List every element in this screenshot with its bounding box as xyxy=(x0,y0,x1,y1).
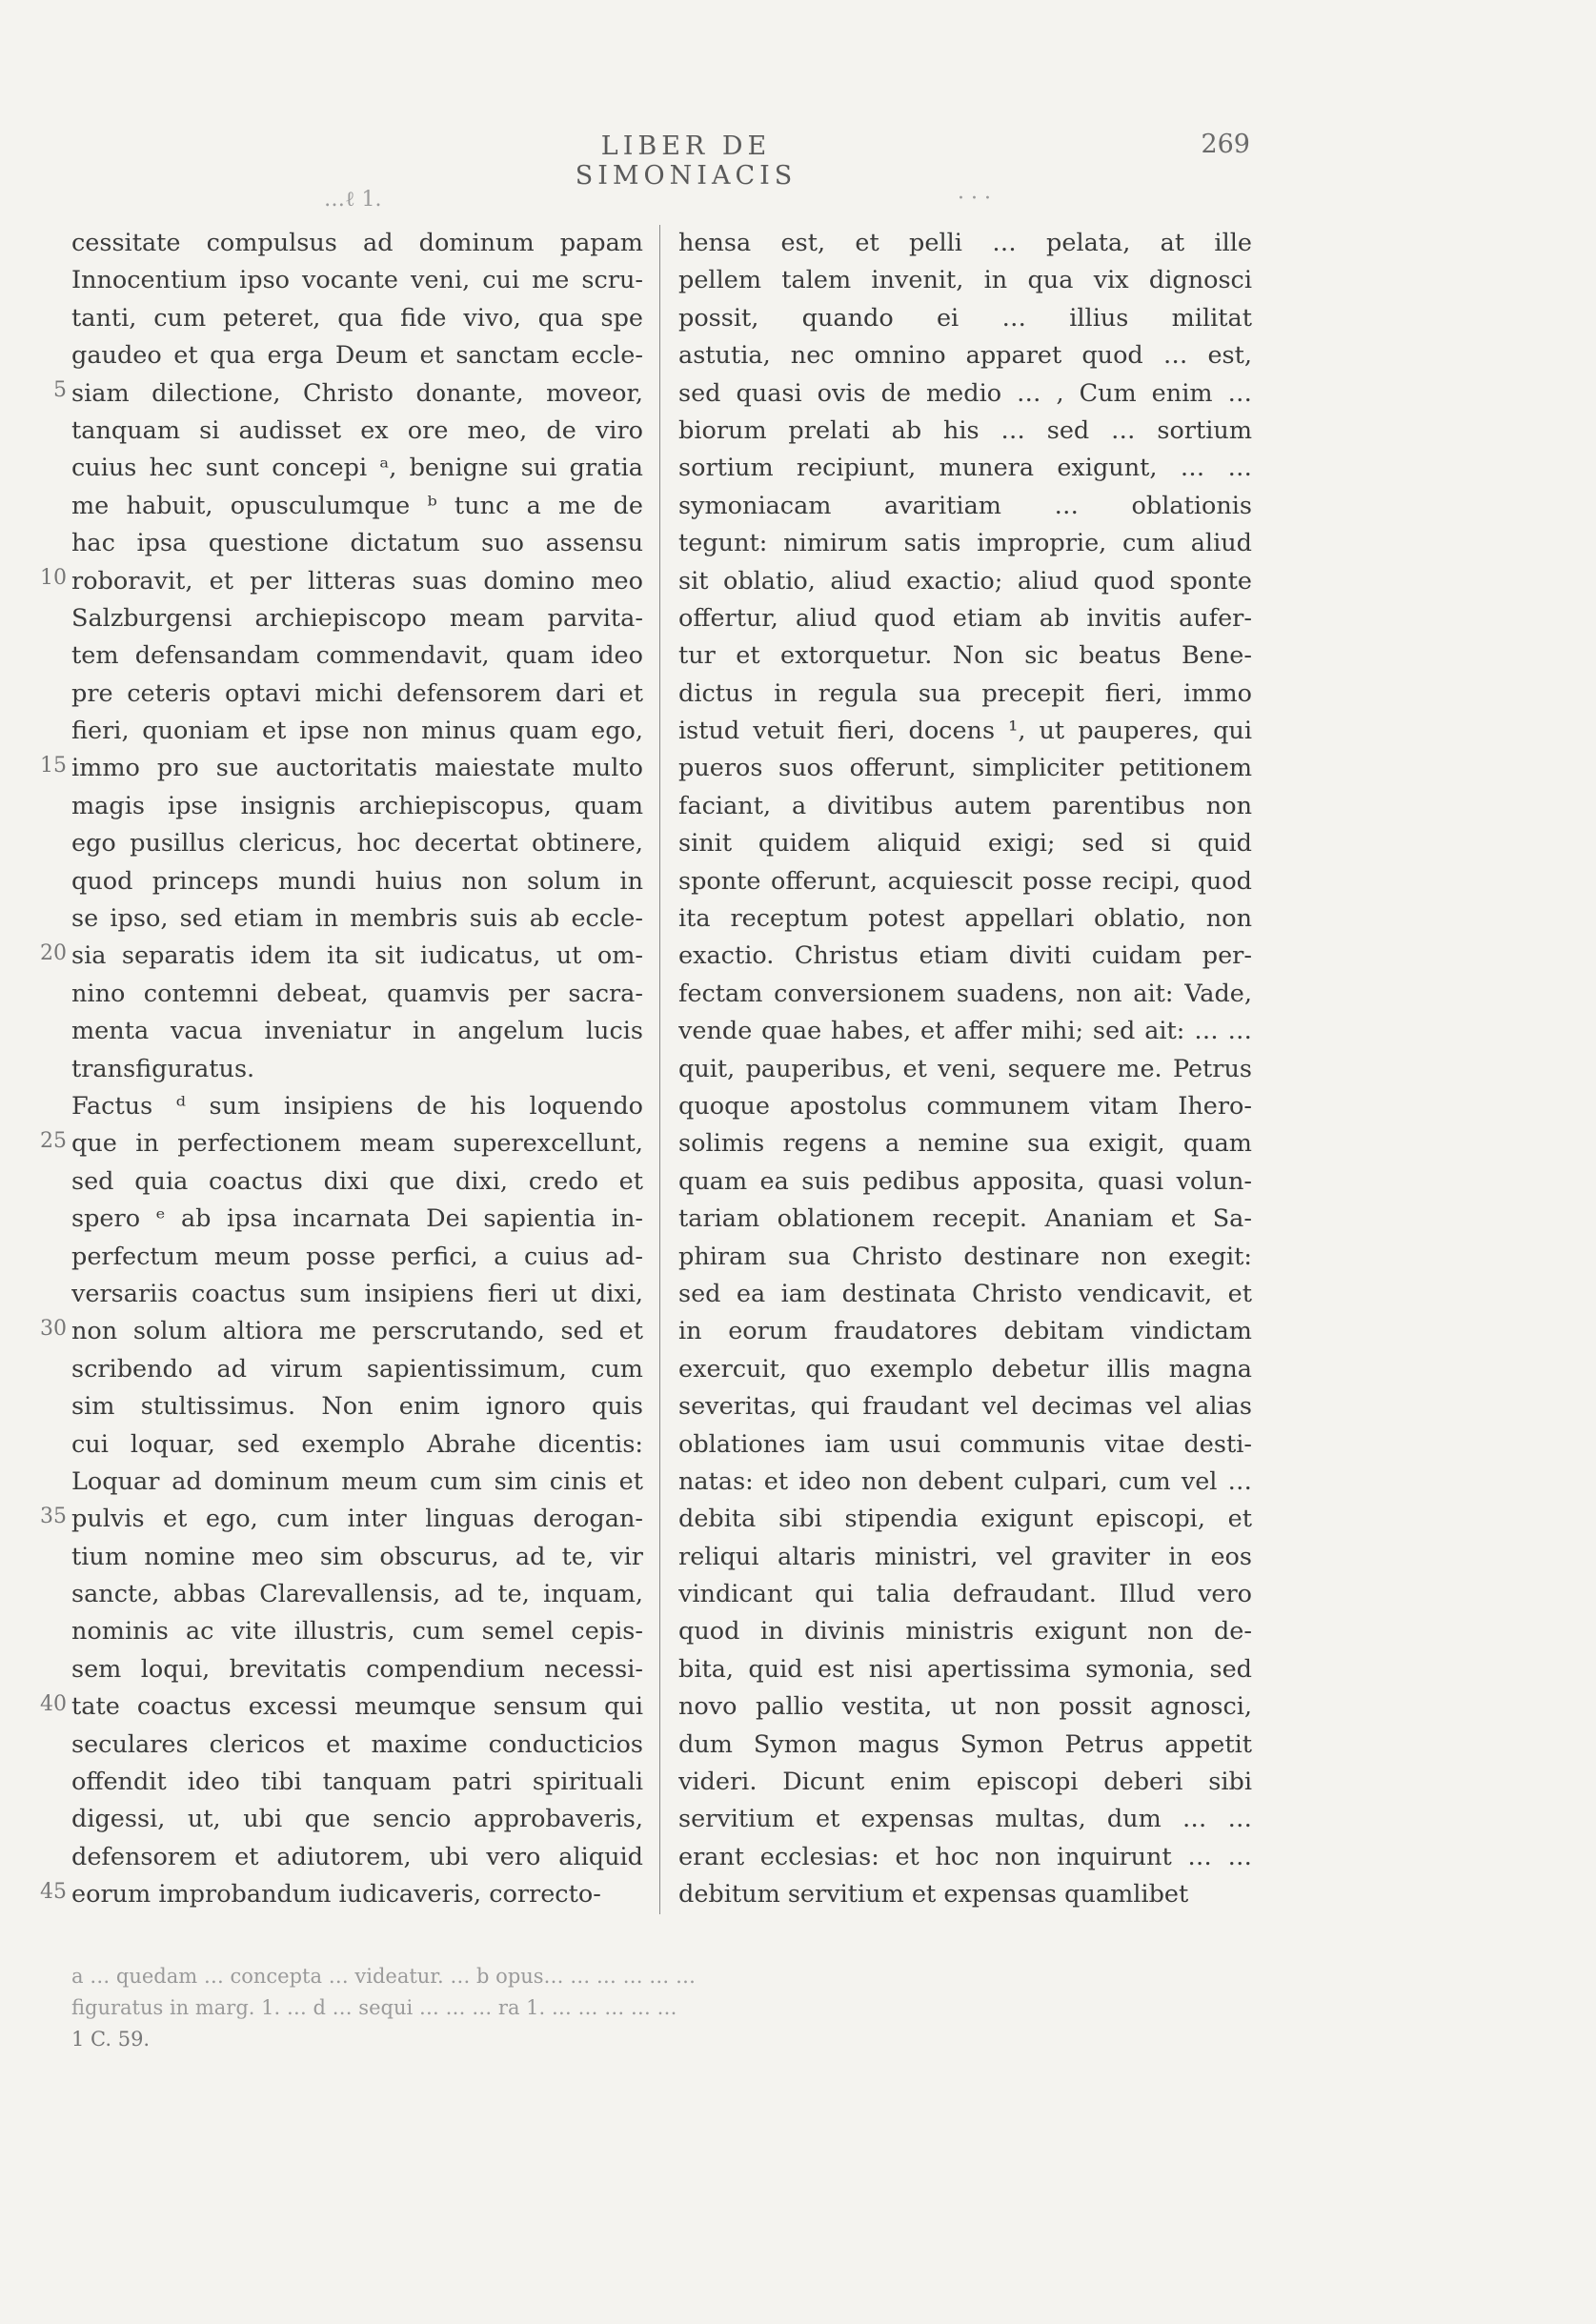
text-line: debitum servitium et expensas quamlibet xyxy=(678,1880,1189,1910)
left-column-head: …ℓ 1. xyxy=(324,188,382,212)
text-line: Innocentium ipso vocante veni, cui me scru- xyxy=(71,266,643,295)
line-number: 30 xyxy=(40,1316,67,1341)
text-line: tur et extorquetur. Non sic beatus Bene- xyxy=(678,641,1252,671)
text-line: ego pusillus clericus, hoc decertat obtinere, xyxy=(71,829,643,859)
text-line: sinit quidem aliquid exigi; sed si quid xyxy=(678,829,1252,859)
text-line: pueros suos offerunt, simpliciter petitionem xyxy=(678,754,1252,783)
text-line: Factus ᵈ sum insipiens de his loquendo xyxy=(71,1091,643,1121)
text-line: vindicant qui talia defraudant. Illud vero xyxy=(678,1580,1252,1609)
text-line: tem defensandam commendavit, quam ideo xyxy=(71,641,643,671)
text-line: sem loqui, brevitatis compendium necessi- xyxy=(71,1654,643,1684)
text-line: sortium recipiunt, munera exigunt, … … xyxy=(678,454,1252,483)
text-line: quod princeps mundi huius non solum in xyxy=(71,866,643,896)
text-line: que in perfectionem meam superexcellunt, xyxy=(71,1129,643,1159)
text-line: cui loquar, sed exemplo Abrahe dicentis: xyxy=(71,1429,643,1459)
text-line: videri. Dicunt enim episcopi deberi sibi xyxy=(678,1768,1252,1797)
text-line: debita sibi stipendia exigunt episcopi, et xyxy=(678,1505,1252,1534)
text-line: ita receptum potest appellari oblatio, non xyxy=(678,904,1252,934)
text-line: spero ᵉ ab ipsa incarnata Dei sapientia in- xyxy=(71,1204,643,1234)
line-number: 40 xyxy=(40,1691,67,1716)
text-line: sancte, abbas Clarevallensis, ad te, inquam, xyxy=(71,1580,643,1609)
text-line: tanti, cum peteret, qua fide vivo, qua spe xyxy=(71,303,643,333)
line-number: 5 xyxy=(53,377,67,402)
text-line: gaudeo et qua erga Deum et sanctam eccle- xyxy=(71,341,643,371)
text-line: exercuit, quo exemplo debetur illis magna xyxy=(678,1354,1252,1384)
text-line: sit oblatio, aliud exactio; aliud quod sponte xyxy=(678,566,1252,596)
text-line: menta vacua inveniatur in angelum lucis xyxy=(71,1017,643,1046)
text-line: tate coactus excessi meumque sensum qui xyxy=(71,1692,643,1722)
page-number: 269 xyxy=(1201,130,1250,159)
text-line: transfiguratus. xyxy=(71,1054,255,1083)
right-column xyxy=(678,225,1252,1914)
text-line: in eorum fraudatores debitam vindictam xyxy=(678,1317,1252,1346)
left-column xyxy=(71,225,643,1914)
line-number: 35 xyxy=(40,1504,67,1528)
text-line: nino contemni debeat, quamvis per sacra- xyxy=(71,979,643,1008)
text-line: pre ceteris optavi michi defensorem dari et xyxy=(71,678,643,708)
line-number: 45 xyxy=(40,1879,67,1904)
text-line: cuius hec sunt concepi ᵃ, benigne sui gratia xyxy=(71,454,643,483)
text-line: quoque apostolus communem vitam Ihero- xyxy=(678,1091,1252,1121)
text-line: dictus in regula sua precepit fieri, immo xyxy=(678,678,1252,708)
text-line: severitas, qui fraudant vel decimas vel alias xyxy=(678,1392,1252,1422)
text-line: versariis coactus sum insipiens fieri ut dixi, xyxy=(71,1279,643,1308)
footnote-citation: 1 C. 59. xyxy=(71,2028,151,2051)
text-line: oblationes iam usui communis vitae desti- xyxy=(678,1429,1252,1459)
text-line: perfectum meum posse perfici, a cuius ad- xyxy=(71,1242,643,1271)
text-line: tanquam si audisset ex ore meo, de viro xyxy=(71,415,643,445)
text-line: magis ipse insignis archiepiscopus, quam xyxy=(71,791,643,820)
text-line: tegunt: nimirum satis improprie, cum aliud xyxy=(678,529,1252,558)
text-line: exactio. Christus etiam diviti cuidam per- xyxy=(678,941,1252,971)
text-line: vende quae habes, et affer mihi; sed ait: … … xyxy=(678,1017,1252,1046)
column-divider xyxy=(659,225,660,1914)
text-line: novo pallio vestita, ut non possit agnosci, xyxy=(678,1692,1252,1722)
footnote-line-1: a … quedam … concepta … videatur. … b opus… … … … … … xyxy=(71,1965,696,1988)
text-line: roboravit, et per litteras suas domino meo xyxy=(71,566,643,596)
text-line: hac ipsa questione dictatum suo assensu xyxy=(71,529,643,558)
line-number: 20 xyxy=(40,940,67,965)
text-line: nominis ac vite illustris, cum semel cepis- xyxy=(71,1617,643,1647)
text-line: reliqui altaris ministri, vel graviter in eos xyxy=(678,1542,1252,1571)
text-line: hensa est, et pelli … pelata, at ille xyxy=(678,229,1252,257)
text-line: possit, quando ei … illius militat xyxy=(678,303,1252,333)
text-line: sed quia coactus dixi que dixi, credo et xyxy=(71,1166,643,1196)
text-line: sponte offerunt, acquiescit posse recipi, quod xyxy=(678,866,1252,896)
text-line: fieri, quoniam et ipse non minus quam ego, xyxy=(71,717,643,746)
footnotes xyxy=(71,1961,1253,2055)
text-line: quod in divinis ministris exigunt non de- xyxy=(678,1617,1252,1647)
text-line: se ipso, sed etiam in membris suis ab eccle- xyxy=(71,904,643,934)
text-line: biorum prelati ab his … sed … sortium xyxy=(678,415,1252,445)
text-line: fectam conversionem suadens, non ait: Vade, xyxy=(678,979,1252,1008)
text-line: siam dilectione, Christo donante, moveor, xyxy=(71,378,643,408)
text-line: Loquar ad dominum meum cum sim cinis et xyxy=(71,1466,643,1496)
text-line: erant ecclesias: et hoc non inquirunt … … xyxy=(678,1842,1252,1871)
text-line: faciant, a divitibus autem parentibus non xyxy=(678,791,1252,820)
text-line: phiram sua Christo destinare non exegit: xyxy=(678,1242,1252,1271)
text-line: pulvis et ego, cum inter linguas derogan- xyxy=(71,1505,643,1534)
line-number: 15 xyxy=(40,753,67,778)
text-line: quam ea suis pedibus apposita, quasi volun- xyxy=(678,1166,1252,1196)
text-line: solimis regens a nemine sua exigit, quam xyxy=(678,1129,1252,1159)
text-line: tariam oblationem recepit. Ananiam et Sa- xyxy=(678,1204,1252,1234)
line-number: 25 xyxy=(40,1128,67,1153)
text-line: scribendo ad virum sapientissimum, cum xyxy=(71,1354,643,1384)
text-line: digessi, ut, ubi que sencio approbaveris, xyxy=(71,1805,643,1834)
text-line: bita, quid est nisi apertissima symonia, sed xyxy=(678,1654,1252,1684)
text-line: sia separatis idem ita sit iudicatus, ut om- xyxy=(71,941,643,971)
text-line: sim stultissimus. Non enim ignoro quis xyxy=(71,1392,643,1422)
text-line: natas: et ideo non debent culpari, cum vel … xyxy=(678,1466,1252,1496)
text-line: pellem talem invenit, in qua vix dignosci xyxy=(678,266,1252,295)
text-line: symoniacam avaritiam … oblationis xyxy=(678,491,1252,520)
text-line: astutia, nec omnino apparet quod … est, xyxy=(678,341,1252,371)
text-line: istud vetuit fieri, docens ¹, ut pauperes, qui xyxy=(678,717,1252,746)
line-number: 10 xyxy=(40,565,67,590)
text-line: non solum altiora me perscrutando, sed et xyxy=(71,1317,643,1346)
text-line: offertur, aliud quod etiam ab invitis aufer- xyxy=(678,603,1252,633)
text-line: defensorem et adiutorem, ubi vero aliquid xyxy=(71,1842,643,1871)
running-header-title: LIBER DE SIMONIACIS xyxy=(575,131,798,191)
text-line: immo pro sue auctoritatis maiestate multo xyxy=(71,754,643,783)
text-line: sed ea iam destinata Christo vendicavit, et xyxy=(678,1279,1252,1308)
text-line: sed quasi ovis de medio … , Cum enim … xyxy=(678,378,1252,408)
text-line: cessitate compulsus ad dominum papam xyxy=(71,229,643,257)
text-line: Salzburgensi archiepiscopo meam parvita- xyxy=(71,603,643,633)
text-line: dum Symon magus Symon Petrus appetit xyxy=(678,1729,1252,1759)
text-line: me habuit, opusculumque ᵇ tunc a me de xyxy=(71,491,643,520)
text-line: quit, pauperibus, et veni, sequere me. Petrus xyxy=(678,1054,1252,1083)
footnote-line-2: figuratus in marg. 1. … d … sequi … … … ra 1. … … … … … xyxy=(71,1996,677,2019)
text-line: servitium et expensas multas, dum … … xyxy=(678,1805,1252,1834)
right-column-head: · · · xyxy=(958,187,991,211)
text-line: tium nomine meo sim obscurus, ad te, vir xyxy=(71,1542,643,1571)
text-line: offendit ideo tibi tanquam patri spirituali xyxy=(71,1768,643,1797)
text-line: seculares clericos et maxime conducticios xyxy=(71,1729,643,1759)
text-line: eorum improbandum iudicaveris, correcto- xyxy=(71,1880,601,1910)
